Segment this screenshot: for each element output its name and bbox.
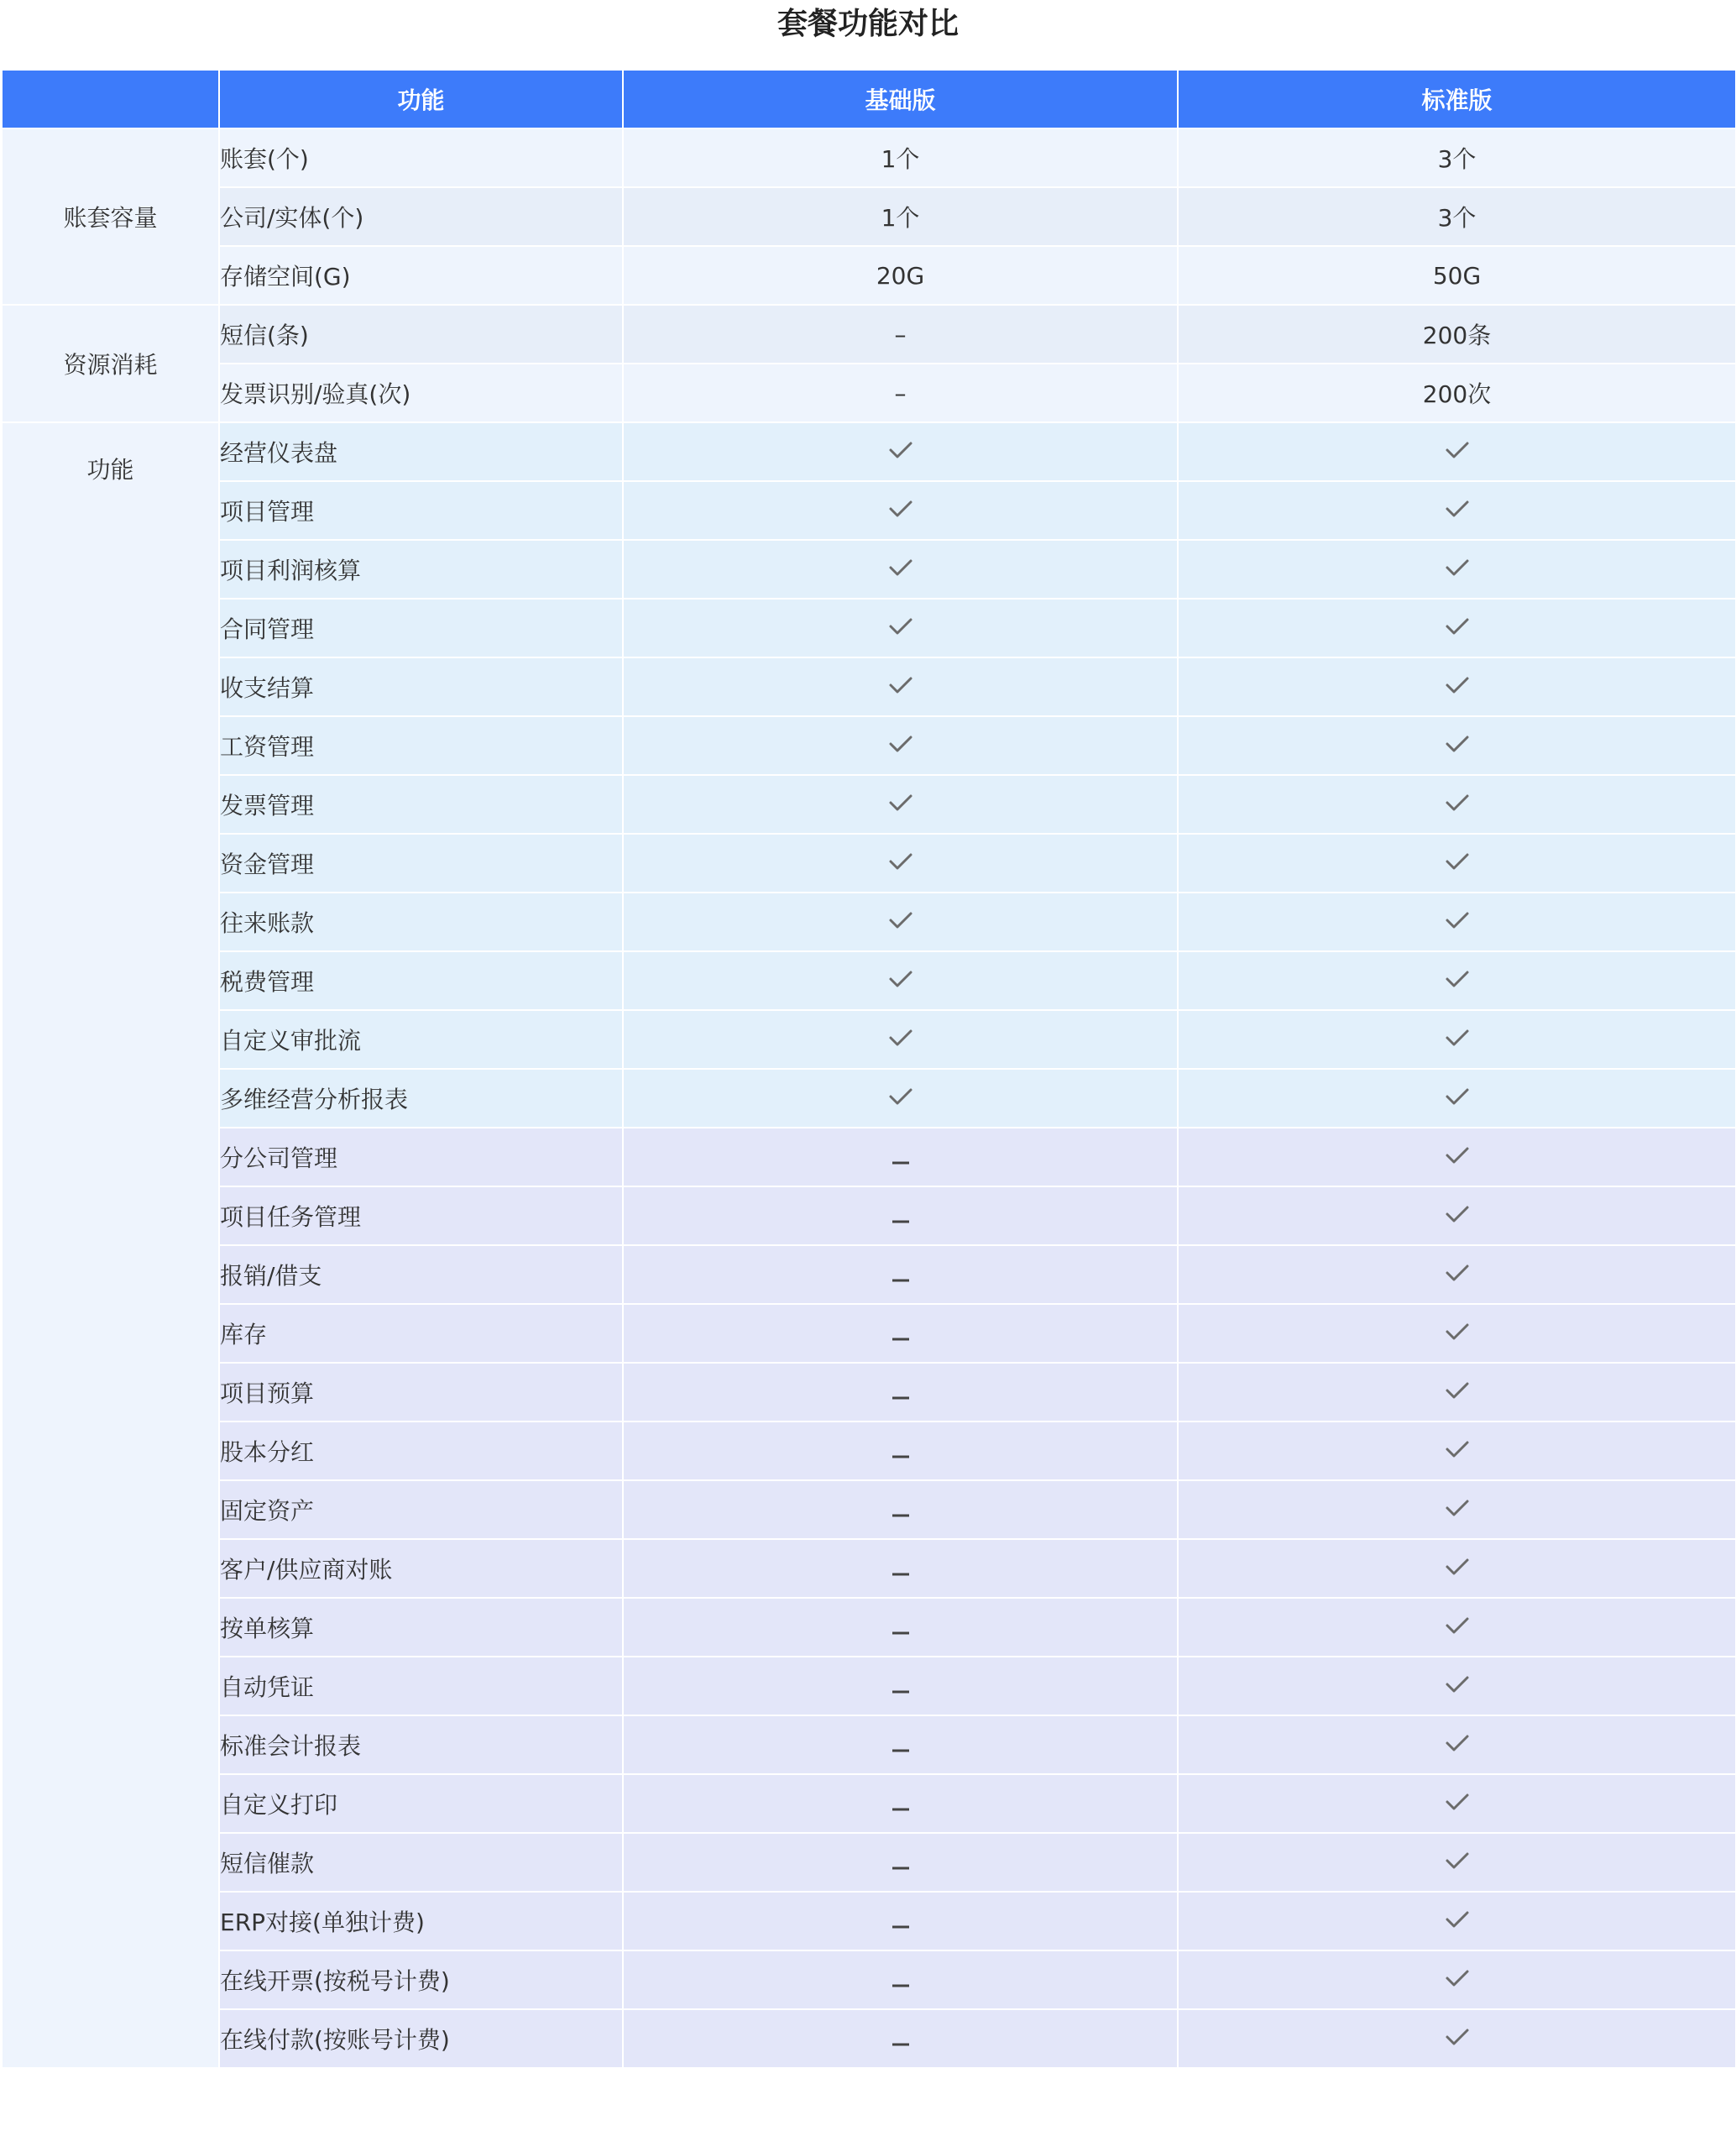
feature-name: 多维经营分析报表	[219, 1069, 623, 1128]
feature-name: 合同管理	[219, 599, 623, 657]
feature-name: 发票管理	[219, 775, 623, 834]
feature-name: 标准会计报表	[219, 1715, 623, 1774]
feature-name: 税费管理	[219, 951, 623, 1010]
standard-value	[1178, 540, 1736, 599]
check-icon	[888, 497, 913, 525]
standard-value	[1178, 1186, 1736, 1245]
basic-value	[623, 1539, 1178, 1598]
table-row	[2, 481, 1736, 540]
basic-value	[623, 775, 1178, 834]
feature-name: 股本分红	[219, 1422, 623, 1480]
check-icon	[1445, 438, 1470, 466]
check-icon	[1445, 1144, 1470, 1171]
basic-value	[623, 1480, 1178, 1539]
standard-value	[1178, 1010, 1736, 1069]
table-row	[2, 422, 1736, 481]
feature-name: 固定资产	[219, 1480, 623, 1539]
check-icon	[1445, 850, 1470, 877]
dash-icon	[891, 1379, 911, 1406]
feature-name: 资金管理	[219, 834, 623, 893]
table-row	[2, 1715, 1736, 1774]
feature-name: 往来账款	[219, 893, 623, 951]
dash-icon	[891, 1437, 911, 1465]
check-icon	[888, 673, 913, 701]
feature-name: 自定义打印	[219, 1774, 623, 1833]
feature-name: 收支结算	[219, 657, 623, 716]
page-title: 套餐功能对比	[776, 7, 959, 41]
table-row	[2, 951, 1736, 1010]
feature-name: 在线付款(按账号计费)	[219, 2009, 623, 2068]
basic-value: 1个	[623, 187, 1178, 246]
table-row	[2, 128, 1736, 187]
standard-value	[1178, 481, 1736, 540]
feature-name: 项目预算	[219, 1363, 623, 1422]
table-row	[2, 187, 1736, 246]
standard-value	[1178, 951, 1736, 1010]
check-icon	[1445, 556, 1470, 584]
feature-name: 公司/实体(个)	[219, 187, 623, 246]
feature-name: 经营仪表盘	[219, 422, 623, 481]
basic-value	[623, 1422, 1178, 1480]
standard-value	[1178, 1892, 1736, 1950]
header-standard-plan: 标准版	[1178, 70, 1736, 128]
standard-value: 200次	[1178, 364, 1736, 422]
table-row	[2, 893, 1736, 951]
feature-name: 自动凭证	[219, 1657, 623, 1715]
check-icon	[888, 556, 913, 584]
standard-value	[1178, 1774, 1736, 1833]
check-icon	[1445, 1026, 1470, 1054]
standard-value	[1178, 1363, 1736, 1422]
basic-value	[623, 1833, 1178, 1892]
basic-value	[623, 422, 1178, 481]
dash-icon	[891, 1144, 911, 1171]
check-icon	[888, 791, 913, 819]
standard-value: 50G	[1178, 246, 1736, 305]
standard-value	[1178, 1539, 1736, 1598]
check-icon	[1445, 732, 1470, 760]
basic-value	[623, 1657, 1178, 1715]
check-icon	[1445, 1614, 1470, 1641]
basic-value	[623, 1128, 1178, 1186]
group-label: 功能	[2, 422, 219, 2068]
basic-value	[623, 1598, 1178, 1657]
table-row	[2, 599, 1736, 657]
basic-value	[623, 599, 1178, 657]
basic-value	[623, 481, 1178, 540]
feature-name: 分公司管理	[219, 1128, 623, 1186]
header-basic-plan: 基础版	[623, 70, 1178, 128]
feature-name: 工资管理	[219, 716, 623, 775]
standard-value	[1178, 1480, 1736, 1539]
basic-value	[623, 1715, 1178, 1774]
check-icon	[1445, 967, 1470, 995]
basic-value	[623, 1363, 1178, 1422]
comparison-table	[1, 69, 1736, 2069]
basic-value	[623, 657, 1178, 716]
table-row	[2, 1539, 1736, 1598]
table-row	[2, 1422, 1736, 1480]
standard-value	[1178, 1833, 1736, 1892]
check-icon	[1445, 1437, 1470, 1465]
basic-value: 20G	[623, 246, 1178, 305]
dash-icon	[891, 1320, 911, 1348]
check-icon	[1445, 615, 1470, 642]
table-row	[2, 2009, 1736, 2068]
feature-name: 自定义审批流	[219, 1010, 623, 1069]
basic-value: –	[623, 305, 1178, 364]
standard-value	[1178, 775, 1736, 834]
check-icon	[1445, 1085, 1470, 1113]
feature-name: 账套(个)	[219, 128, 623, 187]
basic-value	[623, 540, 1178, 599]
basic-value	[623, 2009, 1178, 2068]
table-row	[2, 657, 1736, 716]
feature-name: 报销/借支	[219, 1245, 623, 1304]
dash-icon	[891, 1555, 911, 1583]
standard-value	[1178, 834, 1736, 893]
basic-value	[623, 834, 1178, 893]
check-icon	[888, 615, 913, 642]
check-icon	[1445, 1849, 1470, 1877]
standard-value	[1178, 1422, 1736, 1480]
table-row	[2, 834, 1736, 893]
check-icon	[1445, 673, 1470, 701]
standard-value	[1178, 716, 1736, 775]
feature-name: 项目利润核算	[219, 540, 623, 599]
table-row	[2, 305, 1736, 364]
feature-name: 客户/供应商对账	[219, 1539, 623, 1598]
group-label: 账套容量	[2, 128, 219, 305]
basic-value	[623, 1892, 1178, 1950]
standard-value	[1178, 422, 1736, 481]
check-icon	[1445, 791, 1470, 819]
basic-value	[623, 1950, 1178, 2009]
check-icon	[888, 438, 913, 466]
feature-name: 短信(条)	[219, 305, 623, 364]
standard-value: 3个	[1178, 128, 1736, 187]
dash-icon	[891, 1202, 911, 1230]
table-row	[2, 1950, 1736, 2009]
feature-name: 发票识别/验真(次)	[219, 364, 623, 422]
standard-value	[1178, 1304, 1736, 1363]
standard-value	[1178, 1245, 1736, 1304]
feature-name: 按单核算	[219, 1598, 623, 1657]
check-icon	[1445, 1731, 1470, 1759]
check-icon	[1445, 1790, 1470, 1818]
dash-icon	[891, 1966, 911, 1994]
basic-value	[623, 1774, 1178, 1833]
dash-icon	[891, 1849, 911, 1877]
header-group-cell	[2, 70, 219, 128]
table-row	[2, 1774, 1736, 1833]
table-row	[2, 1128, 1736, 1186]
basic-value	[623, 1069, 1178, 1128]
table-row	[2, 1892, 1736, 1950]
basic-value	[623, 1245, 1178, 1304]
check-icon	[888, 1085, 913, 1113]
feature-name: 项目管理	[219, 481, 623, 540]
standard-value	[1178, 1657, 1736, 1715]
table-row	[2, 1069, 1736, 1128]
feature-name: 项目任务管理	[219, 1186, 623, 1245]
check-icon	[1445, 1555, 1470, 1583]
table-row	[2, 1657, 1736, 1715]
table-row	[2, 1186, 1736, 1245]
check-icon	[1445, 497, 1470, 525]
feature-name: 存储空间(G)	[219, 246, 623, 305]
table-row	[2, 540, 1736, 599]
basic-value	[623, 1304, 1178, 1363]
check-icon	[888, 850, 913, 877]
check-icon	[1445, 908, 1470, 936]
check-icon	[1445, 2025, 1470, 2053]
basic-value	[623, 716, 1178, 775]
basic-value	[623, 893, 1178, 951]
dash-icon	[891, 1908, 911, 1935]
feature-name: ERP对接(单独计费)	[219, 1892, 623, 1950]
table-row	[2, 1010, 1736, 1069]
dash-icon	[891, 1673, 911, 1700]
table-row	[2, 775, 1736, 834]
standard-value	[1178, 1715, 1736, 1774]
check-icon	[1445, 1202, 1470, 1230]
table-row	[2, 1480, 1736, 1539]
standard-value: 3个	[1178, 187, 1736, 246]
table-row	[2, 1363, 1736, 1422]
table-row	[2, 246, 1736, 305]
feature-name: 库存	[219, 1304, 623, 1363]
check-icon	[888, 732, 913, 760]
header-row	[2, 70, 1736, 128]
dash-icon	[891, 2025, 911, 2053]
dash-icon	[891, 1614, 911, 1641]
check-icon	[1445, 1908, 1470, 1935]
dash-icon	[891, 1496, 911, 1524]
feature-name: 在线开票(按税号计费)	[219, 1950, 623, 2009]
basic-value	[623, 1010, 1178, 1069]
table-row	[2, 1304, 1736, 1363]
feature-name: 短信催款	[219, 1833, 623, 1892]
basic-value	[623, 1186, 1178, 1245]
standard-value	[1178, 599, 1736, 657]
standard-value	[1178, 1069, 1736, 1128]
header-feature: 功能	[219, 70, 623, 128]
check-icon	[1445, 1379, 1470, 1406]
dash-icon	[891, 1261, 911, 1289]
table-row	[2, 364, 1736, 422]
table-row	[2, 716, 1736, 775]
standard-value	[1178, 1950, 1736, 2009]
group-label: 资源消耗	[2, 305, 219, 422]
check-icon	[888, 908, 913, 936]
check-icon	[1445, 1673, 1470, 1700]
basic-value: –	[623, 364, 1178, 422]
check-icon	[1445, 1496, 1470, 1524]
standard-value	[1178, 1598, 1736, 1657]
standard-value	[1178, 1128, 1736, 1186]
basic-value: 1个	[623, 128, 1178, 187]
table-row	[2, 1833, 1736, 1892]
check-icon	[1445, 1966, 1470, 1994]
table-row	[2, 1245, 1736, 1304]
check-icon	[888, 967, 913, 995]
check-icon	[1445, 1320, 1470, 1348]
basic-value	[623, 951, 1178, 1010]
standard-value	[1178, 657, 1736, 716]
check-icon	[1445, 1261, 1470, 1289]
standard-value	[1178, 2009, 1736, 2068]
table-row	[2, 1598, 1736, 1657]
check-icon	[888, 1026, 913, 1054]
standard-value: 200条	[1178, 305, 1736, 364]
dash-icon	[891, 1731, 911, 1759]
standard-value	[1178, 893, 1736, 951]
dash-icon	[891, 1790, 911, 1818]
